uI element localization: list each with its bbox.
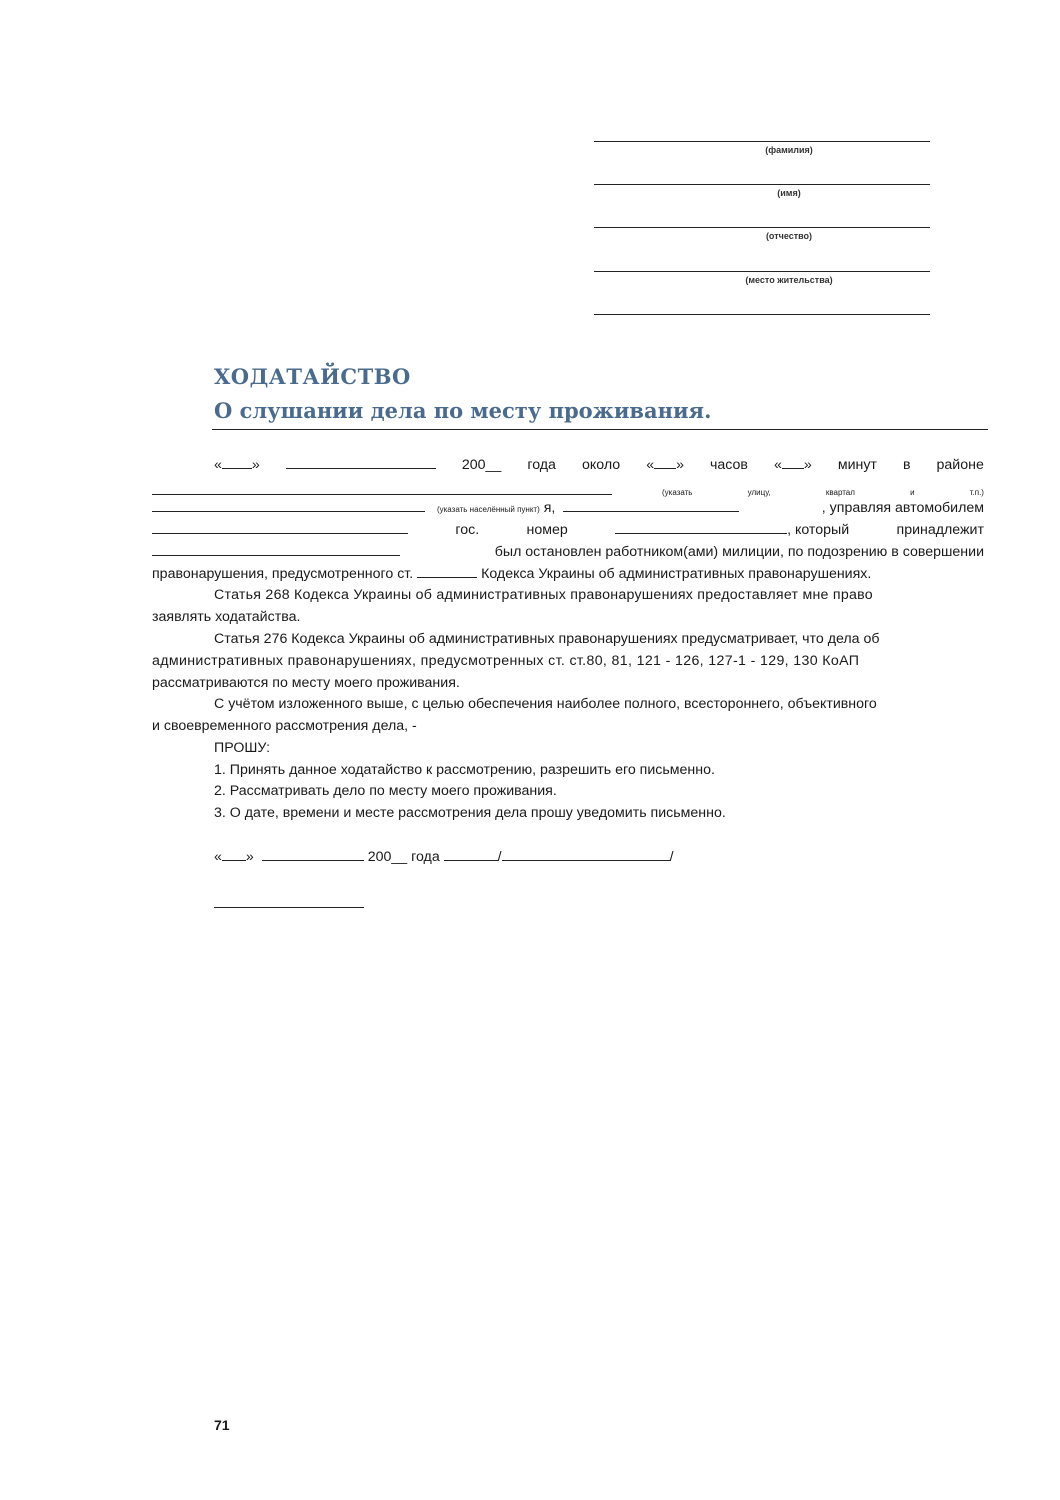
stopped-text: был остановлен работником(ами) милиции, по подозрению в совершении [494,544,984,560]
signature-date-line: « » 200__ года / / [214,849,674,865]
word-minut: минут [837,457,877,473]
word-okolo: около [581,457,621,473]
locality-hint: (указать населённый пункт) [436,505,540,514]
title-divider [212,429,988,430]
request-item-1: 1. Принять данное ходатайство к рассмотрению, разрешить его письменно. [214,762,715,778]
sign-month-blank [262,848,364,861]
body-line-1 [214,456,984,474]
surname-caption: (фамилия) [765,145,813,155]
word-rayone: районе [936,457,984,473]
page-number: 71 [214,1417,230,1433]
patronymic-line [594,227,930,228]
patronymic-caption: (отчество) [765,231,813,241]
article-blank [417,565,477,578]
owner-blank [152,543,400,556]
name-caption: (имя) [777,188,801,198]
word-nomer: номер [526,522,568,538]
word-upravlyaya: , управляя автомобилем [821,500,984,516]
sign-year: 200__ [367,849,408,865]
surname-line [594,141,930,142]
p4-line-1: С учётом изложенного выше, с целью обеспечения наиболее полного, всестороннего, объективного [214,696,877,712]
residence-caption: (место жительства) [745,275,833,285]
document-subtitle: О слушании дела по месту проживания. [214,398,712,423]
plate-field: , который [615,521,849,539]
request-heading: ПРОШУ: [214,740,271,756]
p3-line-3: рассматриваются по месту моего проживания. [152,675,460,691]
document-title: ХОДАТАЙСТВО [214,364,411,389]
sign-goda: года [411,849,440,865]
street-hint: (указать улицу, квартал и т.п.) [662,488,984,497]
name-line [594,184,930,185]
minutes-field: « » [774,457,812,473]
body-line-5 [152,543,984,561]
word-prinadlezhit: принадлежит [896,522,984,538]
signature-extra-line [214,895,364,908]
street-blank [152,482,612,495]
p3-line-1: Статья 276 Кодекса Украины об административных правонарушениях предусматривает, что дела об [214,631,880,647]
body-line-3 [152,499,984,519]
signature-name-blank [502,848,670,861]
locality-blank [152,499,425,512]
residence-line-2 [594,314,930,315]
body-line-6: правонарушения, предусмотренного ст. Кодекса Украины об административных правонарушениях. [152,566,872,582]
word-ya: я, [543,500,556,516]
word-goda: года [527,457,556,473]
signature-blank [444,848,498,861]
hours-field: « » [646,457,684,473]
request-item-2: 2. Рассматривать дело по месту моего проживания. [214,783,557,799]
word-v: в [902,457,911,473]
car-model-blank [152,521,408,534]
p3-line-2: административных правонарушениях, предусмотренных ст. ст.80, 81, 121 - 126, 127-1 - 129, 130 КоАП [152,653,860,669]
p2-line-2: заявлять ходатайства. [152,609,301,625]
driver-name-blank [563,499,739,512]
p2-line-1: Статья 268 Кодекса Украины об административных правонарушениях предоставляет мне право [214,587,873,603]
date-year: 200__ [461,457,502,473]
date-month-blank [286,456,436,469]
word-chasov: часов [710,457,748,473]
p4-line-2: и своевременного рассмотрения дела, - [152,718,417,734]
request-item-3: 3. О дате, времени и месте рассмотрения дела прошу уведомить письменно. [214,805,726,821]
date-day-field: « » [214,457,260,473]
word-gos: гос. [455,522,480,538]
residence-line [594,271,930,272]
body-line-4 [152,521,984,539]
